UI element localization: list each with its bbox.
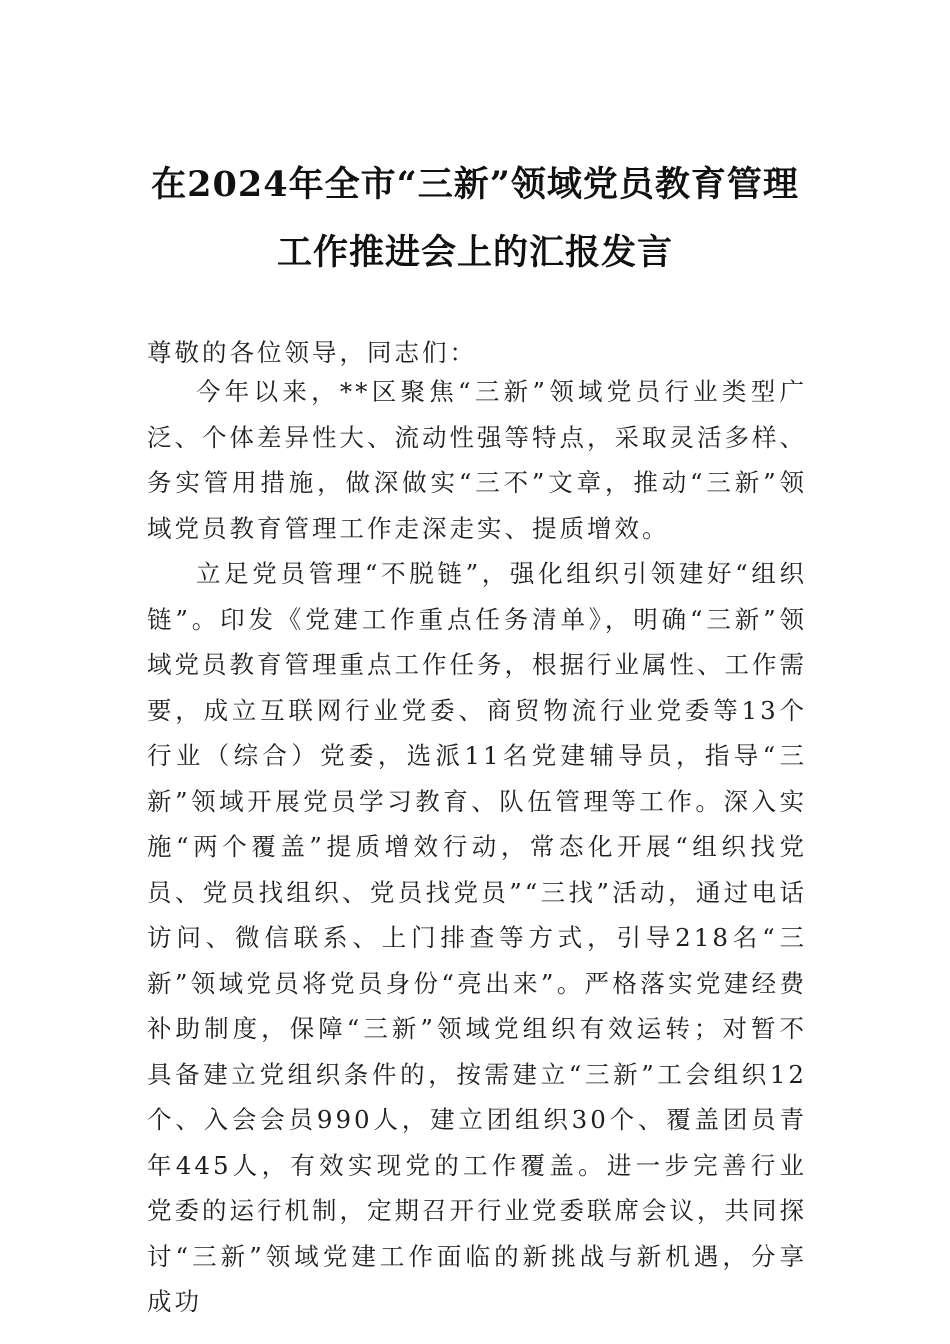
salutation: 尊敬的各位领导，同志们： [147, 338, 477, 367]
paragraph-organization-chain: 立足党员管理“不脱链”，强化组织引领建好“组织链”。印发《党建工作重点任务清单》，明确“三新”领域党员教育管理重点工作任务，根据行业属性、工作需要，成立互联网行业党委、商贸物流行业党委等13个行业（综合）党委，选派11名党建辅导员，指导“三新”领域开展党员学习教育、队伍管理等工作。深入实施“两个覆盖”提质增效行动，常态化开展“组织找党员、党员找组织、党员找党员”“三找”活动，通过电话访问、微信联系、上门排查等方式，引导218名“三新”领域党员将党员身份“亮出来”。严格落实党建经费补助制度，保障“三新”领域党组织有效运转；对暂不具备建立党组织条件的，按需建立“三新”工会组织12个、入会会员990人，建立团组织30个、覆盖团员青年445人，有效实现党的工作覆盖。进一步完善行业党委的运行机制，定期召开行业党委联席会议，共同探讨“三新”领域党建工作面临的新挑战与新机遇，分享成功 [147, 559, 807, 1316]
document-title-line-1: 在2024年全市“三新”领域党员教育管理 [151, 164, 799, 205]
document-title-line-2: 工作推进会上的汇报发言 [276, 232, 673, 273]
paragraph-intro: 今年以来，**区聚焦“三新”领域党员行业类型广泛、个体差异性大、流动性强等特点，采取灵活多样、务实管用措施，做深做实“三不”文章，推动“三新”领域党员教育管理工作走深走实、提质增效。 [147, 377, 807, 543]
